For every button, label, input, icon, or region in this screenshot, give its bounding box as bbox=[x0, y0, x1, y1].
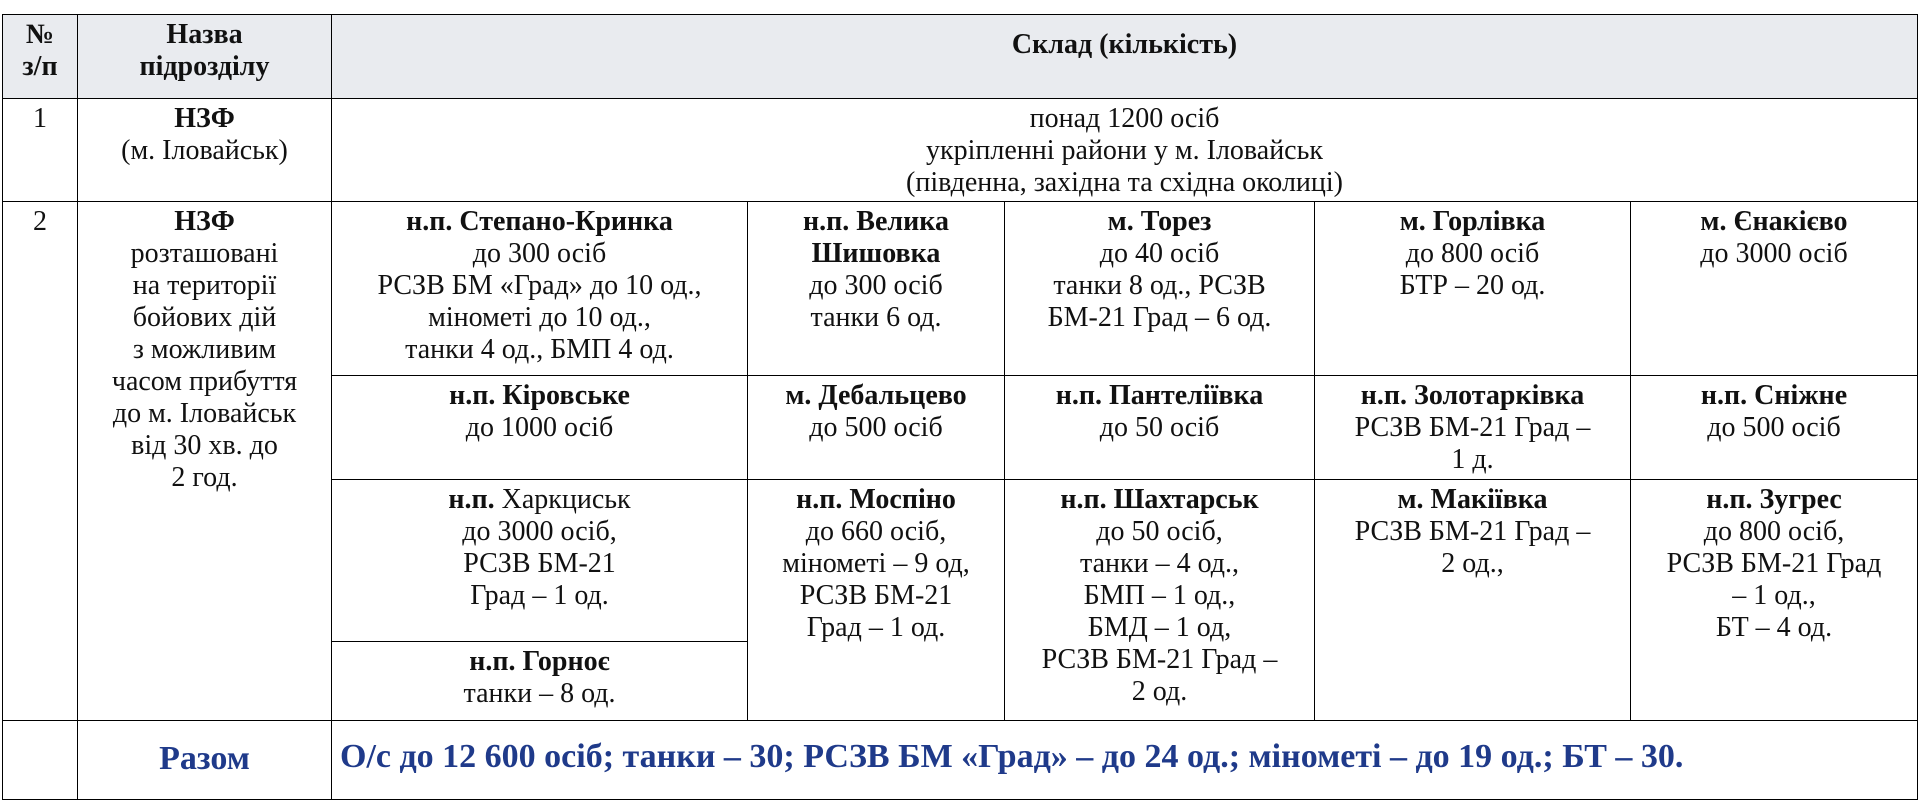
zugres-line-1: до 800 осіб, bbox=[1703, 516, 1845, 547]
header-name-line-1: Назва bbox=[166, 19, 243, 50]
header-name-line-2: підрозділу bbox=[139, 51, 270, 82]
row2-name-line-3: бойових дій bbox=[132, 302, 277, 333]
cell-enakievo bbox=[1630, 201, 1918, 376]
cell-panteliivka bbox=[1004, 375, 1315, 480]
velyka-line-2: танки 6 од. bbox=[810, 302, 942, 333]
cell-shakhtarsk bbox=[1004, 479, 1315, 721]
row1-content-cell bbox=[331, 98, 1918, 202]
torez-title: м. Торез bbox=[1107, 206, 1212, 237]
velyka-title-2: Шишовка bbox=[811, 238, 941, 269]
mospino-title: н.п. Моспіно bbox=[796, 484, 956, 515]
snizhne-line-1: до 500 осіб bbox=[1707, 412, 1841, 443]
mospino-line-1: до 660 осіб, bbox=[805, 516, 947, 547]
row2-name-line-2: на території bbox=[132, 270, 277, 301]
total-text: О/с до 12 600 осіб; танки – 30; РСЗВ БМ «Град» – до 24 од.; мінометі – до 19 од.; БТ – 30. bbox=[340, 738, 1684, 775]
shakhtarsk-line-3: БМП – 1 од., bbox=[1083, 580, 1236, 611]
gornoe-title: н.п. Горноє bbox=[469, 646, 610, 677]
debaltsevo-line-1: до 500 осіб bbox=[809, 412, 943, 443]
mospino-line-4: Град – 1 од. bbox=[806, 612, 946, 643]
row2-name-bold: НЗФ bbox=[174, 206, 235, 237]
row2-num-cell bbox=[2, 201, 78, 721]
cell-debaltsevo bbox=[747, 375, 1005, 480]
row2-name-line-6: до м. Іловайськ bbox=[112, 398, 297, 429]
mospino-line-3: РСЗВ БМ-21 bbox=[799, 580, 953, 611]
gornoe-line-1: танки – 8 од. bbox=[463, 678, 616, 709]
debaltsevo-title: м. Дебальцево bbox=[785, 380, 967, 411]
mospino-line-2: мінометі – 9 од, bbox=[782, 548, 970, 579]
stepano-title: н.п. Степано-Кринка bbox=[406, 206, 673, 237]
cell-velyka-shyshovka bbox=[747, 201, 1005, 376]
stepano-line-3: мінометі до 10 од., bbox=[428, 302, 651, 333]
header-composition-cell bbox=[331, 14, 1918, 99]
cell-mospino bbox=[747, 479, 1005, 721]
shakhtarsk-line-1: до 50 осіб, bbox=[1096, 516, 1223, 547]
header-num-line-1: № bbox=[25, 19, 55, 50]
stepano-line-2: РСЗВ БМ «Град» до 10 од., bbox=[377, 270, 702, 301]
panteliivka-title: н.п. Пантеліївка bbox=[1055, 380, 1264, 411]
row1-content-line-2: укріпленні райони у м. Іловайськ bbox=[926, 135, 1323, 166]
total-label: Разом bbox=[159, 740, 250, 777]
gorlivka-line-2: БТР – 20 од. bbox=[1399, 270, 1546, 301]
cell-zugres bbox=[1630, 479, 1918, 721]
total-num-cell bbox=[2, 720, 78, 800]
row1-content-line-3: (південна, західна та східна околиці) bbox=[906, 167, 1343, 198]
row2-name-line-5: часом прибуття bbox=[111, 366, 298, 397]
cell-gorlivka bbox=[1314, 201, 1631, 376]
cell-makiivka bbox=[1314, 479, 1631, 721]
gorlivka-line-1: до 800 осіб bbox=[1405, 238, 1540, 269]
cell-kirovske bbox=[331, 375, 748, 480]
row1-num: 1 bbox=[33, 103, 47, 134]
zugres-line-2: РСЗВ БМ-21 Град bbox=[1666, 548, 1882, 579]
row2-name-line-8: 2 год. bbox=[171, 462, 238, 493]
torez-line-1: до 40 осіб bbox=[1099, 238, 1220, 269]
shakhtarsk-line-5: РСЗВ БМ-21 Град – bbox=[1041, 644, 1278, 675]
total-text-cell bbox=[331, 720, 1918, 800]
row1-content-line-1: понад 1200 осіб bbox=[1029, 103, 1220, 134]
header-num-cell bbox=[2, 14, 78, 99]
shakhtarsk-line-2: танки – 4 од., bbox=[1079, 548, 1240, 579]
row2-name-line-7: від 30 хв. до bbox=[131, 430, 278, 461]
shakhtarsk-line-4: БМД – 1 од, bbox=[1087, 612, 1232, 643]
shakhtarsk-line-6: 2 од. bbox=[1131, 676, 1188, 707]
makiivka-line-2: 2 од., bbox=[1441, 548, 1504, 579]
makiivka-line-1: РСЗВ БМ-21 Град – bbox=[1354, 516, 1591, 547]
stepano-line-1: до 300 осіб bbox=[472, 238, 607, 269]
cell-snizhne bbox=[1630, 375, 1918, 480]
velyka-line-1: до 300 осіб bbox=[809, 270, 943, 301]
total-label-cell bbox=[77, 720, 332, 800]
velyka-title-1: н.п. Велика bbox=[803, 206, 949, 237]
row1-num-cell bbox=[2, 98, 78, 202]
panteliivka-line-1: до 50 осіб bbox=[1099, 412, 1220, 443]
kirovske-title: н.п. Кіровське bbox=[449, 380, 630, 411]
makiivka-title: м. Макіївка bbox=[1397, 484, 1548, 515]
row2-name-line-1: розташовані bbox=[130, 238, 279, 269]
zugres-line-3: – 1 од., bbox=[1732, 580, 1816, 611]
cell-kharktsysk bbox=[331, 479, 748, 642]
torez-line-2: танки 8 од., РСЗВ bbox=[1053, 270, 1266, 301]
enakievo-line-1: до 3000 осіб bbox=[1700, 238, 1848, 269]
kirovske-line-1: до 1000 осіб bbox=[465, 412, 614, 443]
torez-line-3: БМ-21 Град – 6 од. bbox=[1047, 302, 1272, 333]
header-composition: Склад (кількість) bbox=[1011, 29, 1238, 60]
header-name-cell bbox=[77, 14, 332, 99]
zolotarkivka-line-1: РСЗВ БМ-21 Град – bbox=[1354, 412, 1591, 443]
zugres-title: н.п. Зугрес bbox=[1706, 484, 1842, 515]
stepano-line-4: танки 4 од., БМП 4 од. bbox=[405, 334, 674, 365]
cell-stepano-krynka bbox=[331, 201, 748, 376]
kharktsysk-title-rest: Харкциськ bbox=[494, 484, 631, 515]
row1-name-bold: НЗФ bbox=[174, 103, 235, 134]
zolotarkivka-line-2: 1 д. bbox=[1451, 444, 1494, 475]
snizhne-title: н.п. Сніжне bbox=[1700, 380, 1848, 411]
kharktsysk-line-2: РСЗВ БМ-21 bbox=[463, 548, 616, 579]
kharktsysk-title-bold: н.п. bbox=[448, 484, 495, 515]
cell-zolotarkivka bbox=[1314, 375, 1631, 480]
kharktsysk-line-1: до 3000 осіб, bbox=[462, 516, 617, 547]
row2-num: 2 bbox=[33, 206, 47, 237]
zolotarkivka-title: н.п. Золотарківка bbox=[1360, 380, 1585, 411]
shakhtarsk-title: н.п. Шахтарськ bbox=[1060, 484, 1259, 515]
row2-name-line-4: з можливим bbox=[132, 334, 277, 365]
row1-name-cell bbox=[77, 98, 332, 202]
cell-gornoe bbox=[331, 641, 748, 721]
row2-name-cell bbox=[77, 201, 332, 721]
enakievo-title: м. Єнакієво bbox=[1700, 206, 1848, 237]
zugres-line-4: БТ – 4 од. bbox=[1715, 612, 1833, 643]
kharktsysk-line-3: Град – 1 од. bbox=[470, 580, 609, 611]
row1-name-sub: (м. Іловайськ) bbox=[121, 135, 288, 166]
cell-torez bbox=[1004, 201, 1315, 376]
header-num-line-2: з/п bbox=[22, 51, 58, 82]
gorlivka-title: м. Горлівка bbox=[1399, 206, 1546, 237]
